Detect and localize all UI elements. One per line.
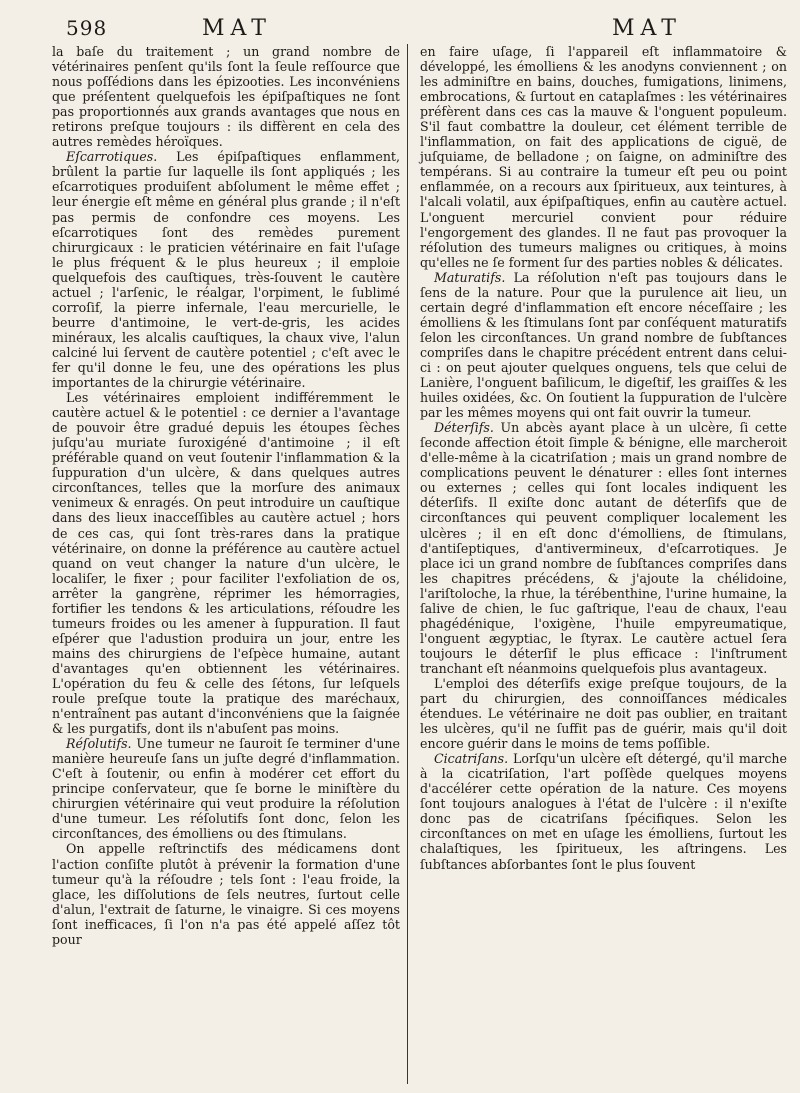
paragraph: la baſe du traitement ; un grand nombre de vétérinaires penſent qu'ils ſont la ſeule reſſource que nous poſſédions dans les épizooties. Les inconvéniens que préſentent quelquefois les épiſpaſtiques ne ſont pas proportionnés aux grands avantages que nous en retirons preſque toujours : ils diffèrent en cela des autres remèdes héroïques. — [52, 44, 400, 150]
left-column — [52, 44, 407, 1084]
paragraph: Réſolutifs. Une tumeur ne ſauroit ſe terminer d'une manière heureuſe ſans un juſte degré d'inflammation. C'eſt à ſoutenir, ou enfin à modérer cet effort du principe conſervateur, que ſe borne le miniſtère du chirurgien vétérinaire qui veut produire la réſolution d'une tumeur. Les réſolutifs ſont donc, ſelon les circonſtances, des émolliens ou des ſtimulans. — [52, 736, 400, 842]
entry-term: Maturatifs. — [434, 269, 506, 285]
paragraph: Maturatifs. La réſolution n'eſt pas toujours dans le ſens de la nature. Pour que la purulence ait lieu, un certain degré d'inflammation eſt encore néceſſaire ; les émolliens & les ſtimulans ſont par conſéquent maturatifs ſelon les circonſtances. Un grand nombre de ſubſtances compriſes dans le chapitre précédent entrent dans celui-ci : on peut ajouter quelques onguens, tels que celui de Lanière, l'onguent baſilicum, le digeſtif, les graiſſes & les huiles oxidées, &c. On ſoutient la ſuppuration de l'ulcère par les mêmes moyens qui ont fait ouvrir la tumeur. — [420, 269, 787, 421]
paragraph: On appelle reſtrinctifs des médicamens dont l'action conſiſte plutôt à prévenir la formation d'une tumeur qu'à la réſoudre ; tels ſont : l'eau froide, la glace, les diſſolutions de ſels neutres, ſurtout celle d'alun, l'extrait de ſaturne, le vinaigre. Si ces moyens ſont inefficaces, ſi l'on n'a pas été appelé aſſez tôt pour — [52, 841, 400, 947]
page-number: 598 — [66, 16, 108, 40]
running-head-left: MAT — [202, 16, 272, 41]
entry-term: Déterſifs. — [434, 420, 494, 436]
running-head-right: MAT — [612, 16, 682, 41]
running-header — [52, 10, 788, 44]
entry-term: Cicatriſans. — [434, 751, 509, 767]
paragraph: en faire uſage, ſi l'appareil eſt inflammatoire & développé, les émolliens & les anodyns conviennent ; on les adminiſtre en bains, douches, fumigations, linimens, embrocations, & ſurtout en cataplaſmes : les vétérinaires préfèrent dans ces cas la mauve & l'onguent populeum. S'il faut combattre la douleur, cet élément terrible de l'inflammation, on fait des applications de ciguë, de juſquiame, de belladone ; on ſaigne, on adminiſtre des tempérans. Si au contraire la tumeur eſt peu ou point enflammée, on a recours aux ſpiritueux, aux teintures, à l'alcali volatil, aux épiſpaſtiques, enfin au cautère actuel. L'onguent mercuriel convient pour réduire l'engorgement des glandes. Il ne faut pas provoquer la réſolution des tumeurs malignes ou critiques, à moins qu'elles ne ſe forment ſur des parties nobles & délicates. — [420, 44, 787, 270]
paragraph: Eſcarrotiques. Les épiſpaſtiques enflamment, brûlent la partie ſur laquelle ils ſont appliqués ; les eſcarrotiques produiſent abſolument le même effet ; leur énergie eſt même en général plus grande ; il n'eſt pas permis de confondre ces moyens. Les eſcarrotiques ſont des remèdes purement chirurgicaux : le praticien vétérinaire en fait l'uſage le plus fréquent & le plus heureux ; il emploie quelquefois des cauſtiques, très-ſouvent le cautère actuel ; l'arſenic, le réalgar, l'orpiment, le ſublimé corroſif, la pierre infernale, l'eau mercurielle, le beurre d'antimoine, le vert-de-gris, les acides minéraux, les alcalis cauſtiques, la chaux vive, l'alun calciné lui ſervent de cautère potentiel ; c'eſt avec le fer qu'il donne le feu, une des opérations les plus importantes de la chirurgie vétérinaire. — [52, 149, 400, 391]
entry-term: Réſolutifs. — [66, 736, 132, 752]
paragraph: Cicatriſans. Lorſqu'un ulcère eſt détergé, qu'il marche à la cicatriſation, l'art poſſède quelques moyens d'accélérer cette opération de la nature. Ces moyens ſont toujours analogues à l'état de l'ulcère : il n'exiſte donc pas de cicatriſans ſpécifiques. Selon les circonſtances on met en uſage les émolliens, ſurtout les chalaſtiques, les ſpiritueux, les aſtringens. Les ſubſtances abſorbantes ſont le plus ſouvent — [420, 751, 787, 872]
paragraph: Déterſifs. Un abcès ayant place à un ulcère, ſi cette ſeconde affection étoit ſimple & bénigne, elle marcheroit d'elle-même à la cicatriſation ; mais un grand nombre de complications peuvent le dénaturer : elles ſont internes ou externes ; celles qui ſont locales indiquent les déterſifs. Il exiſte donc autant de déterſifs que de circonſtances qui peuvent compliquer localement les ulcères ; il en eſt donc d'émolliens, de ſtimulans, d'antiſeptiques, d'antivermineux, d'eſcarrotiques. Je place ici un grand nombre de ſubſtances compriſes dans les chapitres précédens, & j'ajoute la chélidoine, l'ariſtoloche, la rhue, la térébenthine, l'urine humaine, la ſalive de chien, le ſuc gaſtrique, l'eau de chaux, l'eau phagédénique, l'oxigène, l'huile empyreumatique, l'onguent ægyptiac, le ſtyrax. Le cautère actuel ſera toujours le déterſif le plus efficace : l'inſtrument tranchant eſt néanmoins quelquefois plus avantageux. — [420, 420, 787, 676]
paragraph: L'emploi des déterſifs exige preſque toujours, de la part du chirurgien, des connoiſſances médicales étendues. Le vétérinaire ne doit pas oublier, en traitant les ulcères, qu'il ne ſuffit pas de guérir, mais qu'il doit encore guérir dans le moins de tems poſſible. — [420, 675, 787, 752]
paragraph: Les vétérinaires emploient indifféremment le cautère actuel & le potentiel : ce dernier a l'avantage de pouvoir être gradué depuis les étoupes ſèches juſqu'au muriate ſuroxigéné d'antimoine ; il eſt préférable quand on veut ſoutenir l'inflammation & la ſuppuration d'un ulcère, & dans quelques autres circonſtances, telles que la morſure des animaux venimeux & enragés. On peut introduire un cauſtique dans des lieux inacceſſibles au cautère actuel ; hors de ces cas, qui ſont très-rares dans la pratique vétérinaire, on donne la préférence au cautère actuel quand on veut changer la nature d'un ulcère, le localiſer, le fixer ; pour faciliter l'exfoliation de os, arrêter la gangrène, réprimer les hémorragies, fortifier les tendons & les articulations, réſoudre les tumeurs froides ou les amener à ſuppuration. Il faut eſpérer que l'adustion produira un jour, entre les mains des chirurgiens de l'eſpèce humaine, autant d'avantages qu'en obtiennent les vétérinaires. L'opération du feu & celle des ſétons, ſur leſquels roule preſque toute la pratique des maréchaux, n'entraînent pas autant d'inconvéniens que la ſaignée & les purgatifs, dont ils n'abuſent pas moins. — [52, 390, 400, 737]
right-column — [407, 44, 787, 1084]
entry-term: Eſcarrotiques. — [66, 149, 158, 165]
text-columns — [52, 44, 788, 1084]
